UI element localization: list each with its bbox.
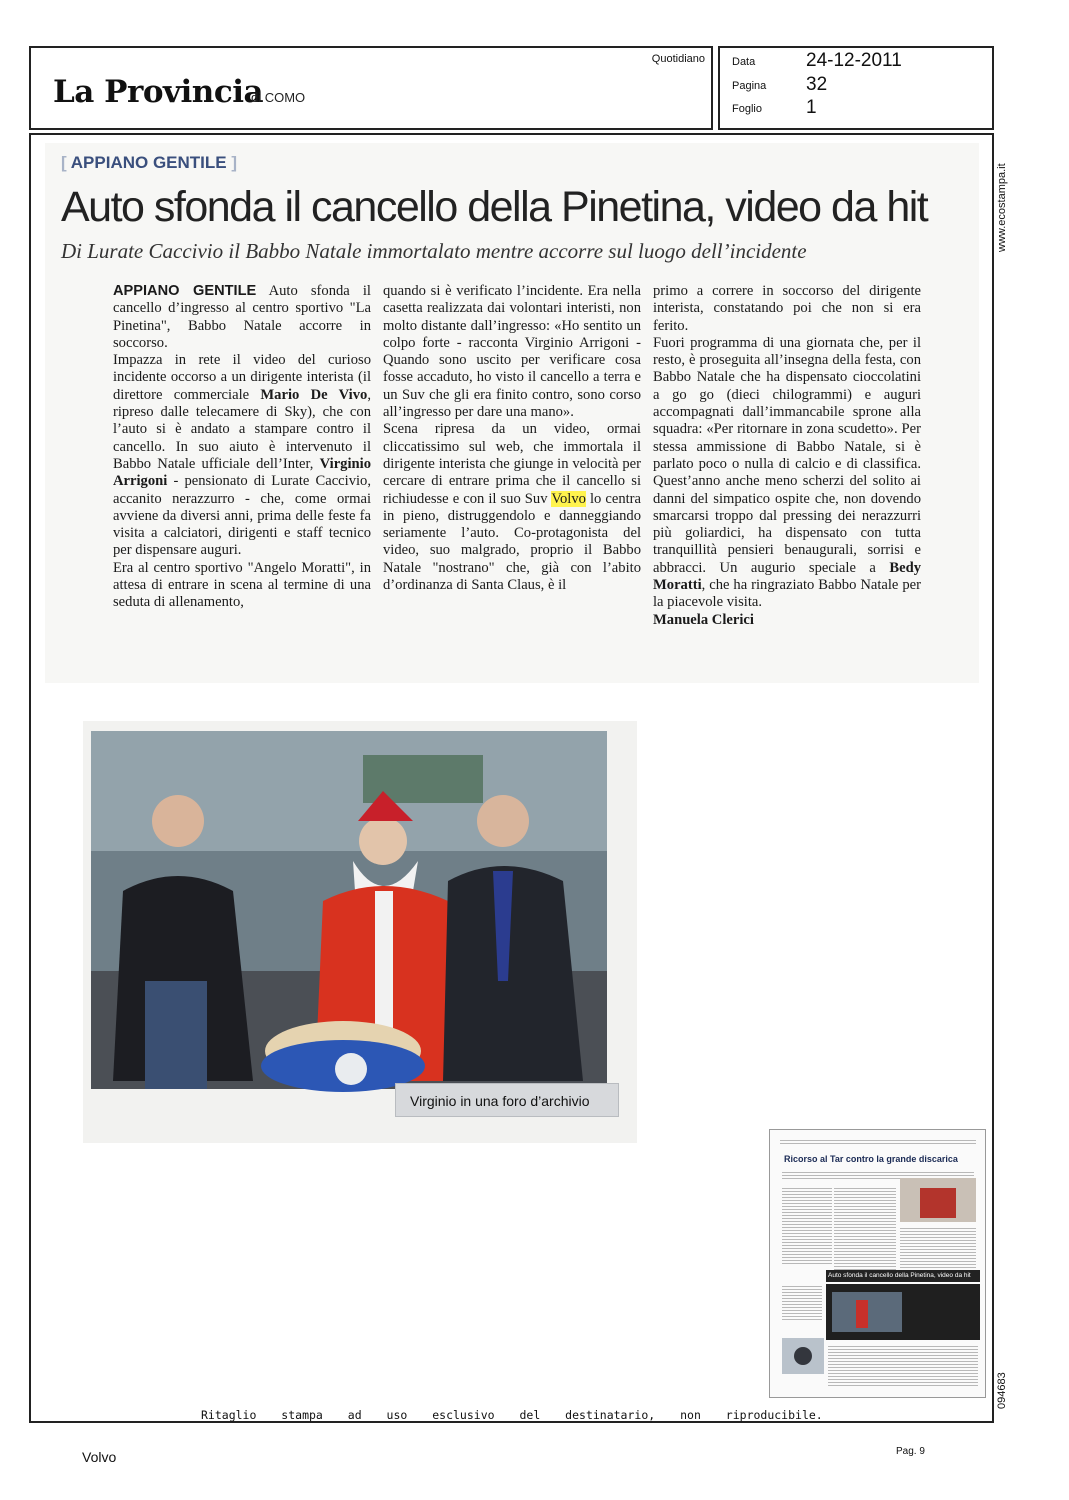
article-photo [83,721,637,1143]
page-number: Pag. 9 [896,1446,925,1457]
meta-sheet [732,97,817,118]
search-keyword: Volvo [82,1449,117,1465]
paragraph: , che ha ringraziato Babbo Natale per la piacevole visita. [653,577,921,611]
masthead-subtitle: di COMO [251,90,306,105]
paragraph: Auto sfonda il cancello d’ingresso al centro sportivo "La Pinetina", Babbo Natale accorre in soccorso. [113,283,371,351]
masthead-box [29,46,713,130]
article-column-1 [113,283,371,612]
page-thumbnail [769,1129,986,1398]
thumb-text-lines [828,1344,978,1388]
clipping-frame [29,133,994,1423]
kicker: [ APPIANO GENTILE ] [61,153,238,172]
person-name: Virginio Arrigoni [113,455,371,490]
keyword-highlight: Volvo [551,490,586,507]
person-name: Mario De Vivo [260,386,368,403]
paragraph: quando si è verificato l’incidente. Era nella casetta realizzata dai volontari interisti, non molto distante dall’ingresso: «Ho sentito un colpo forte - racconta Virginio Arrigoni - Quando sono uscito per verificare cosa fosse accaduto, ho visto il cancello a terra e un Suv che gli era finito contro, sono corso all’ingresso per dare una mano». [383,283,641,421]
author-signature: Manuela Clerici [653,611,754,628]
thumb-article-bar: Auto sfonda il cancello della Pinetina, video da hit [826,1270,980,1282]
paragraph: - pensionato di Lurate Caccivio, accanito nerazzurro - che, come ormai avviene da diversi anni, prima delle feste fa visita a calciatori, dirigenti e staff tecnico per dispensare auguri. [113,473,371,559]
reproduction-note: Ritaglio stampa ad uso esclusivo del destinatario, non riproducibile. [201,1408,823,1422]
publication-type: Quotidiano [651,53,705,65]
paragraph: Fuori programma di una giornata che, per il resto, è proseguita all’insegna della festa, con Babbo Natale che ha dispensato cioccolatini a go go (dieci chilogrammi) e auguri accompagnati dall’immancabile sprone alla squadra: «Per ritornare in zona scudetto». Per stessa ammissione di Babbo Natale, si è parlato poco o nulla di calcio e di classifica. Quest’anno anche meno scherzi del solito ai danni del simpatico ospite che, non dovendo smarcarsi troppo dal pressing dei nerazzurri più goliardici, ha dispensato con tutta tranquillità pensieri benaugurali, sorrisi e abbracci. Un augurio speciale a [653,334,921,576]
subheadline: Di Lurate Caccivio il Babbo Natale immortalato mentre accorre sul luogo dell’incidente [61,239,807,263]
clip-code: 094683 [996,1372,1008,1409]
paragraph: Era al centro sportivo "Angelo Moratti", in attesa di entrare in scena al termine di una seduta di allenamento, [113,559,371,611]
meta-value: 1 [806,97,817,118]
meta-label: Pagina [732,80,767,92]
thumb-headline: Ricorso al Tar contro la grande discarica [784,1154,958,1164]
thumb-photo [900,1178,976,1222]
article-clipping [45,143,979,683]
thumb-article-block [826,1284,980,1340]
meta-box [718,46,994,130]
article-column-2 [383,283,641,594]
thumb-text-lines [782,1284,822,1320]
meta-page [732,74,828,95]
photo-caption: Virginio in una foro d’archivio [395,1083,619,1117]
paragraph: , ripreso dalle telecamere di Sky), che con l’auto si è andato a stampare contro il cancello. In suo aiuto è intervenuto il Babbo Natale ufficiale dell’Inter, [113,386,371,472]
headline: Auto sfonda il cancello della Pinetina, video da hit [61,183,928,231]
site-watermark: www.ecostampa.it [996,163,1008,252]
paragraph: primo a correre in soccorso del dirigente interista, constatando poi che non si era ferito. [653,283,921,334]
thumb-photo [782,1338,824,1374]
kicker-text: APPIANO GENTILE [70,153,227,172]
meta-value: 32 [806,74,828,95]
masthead: La Provincia [53,74,264,110]
paragraph: Impazza in rete il video del curioso incidente occorso a un dirigente interista (il direttore commerciale [113,352,371,403]
thumb-header-lines [780,1138,976,1146]
dateline: APPIANO GENTILE [113,283,257,299]
meta-label: Foglio [732,103,762,115]
person-name: Bedy Moratti [653,559,921,594]
thumb-text-lines [900,1226,976,1268]
meta-label: Data [732,56,756,68]
paragraph: lo centra in pieno, distruggendolo e danneggiando seriamente l’auto. Co-protagonista del video, suo malgrado, proprio il Babbo Natale "nostrano" che, già con l’abito d’ordinanza di Santa Claus, è il [383,490,642,594]
meta-date [732,50,902,71]
meta-value: 24-12-2011 [806,50,902,71]
article-column-3 [653,283,921,629]
photo-illustration [83,721,637,1143]
thumb-text-lines [782,1186,832,1266]
thumb-text-lines [834,1186,896,1270]
paragraph: Scena ripresa da un video, ormai cliccatissimo sul web, che immortala il dirigente interista che giunge in velocità per cercare di entrare prima che il cancello si richiudesse e con il suo Suv [383,421,641,507]
